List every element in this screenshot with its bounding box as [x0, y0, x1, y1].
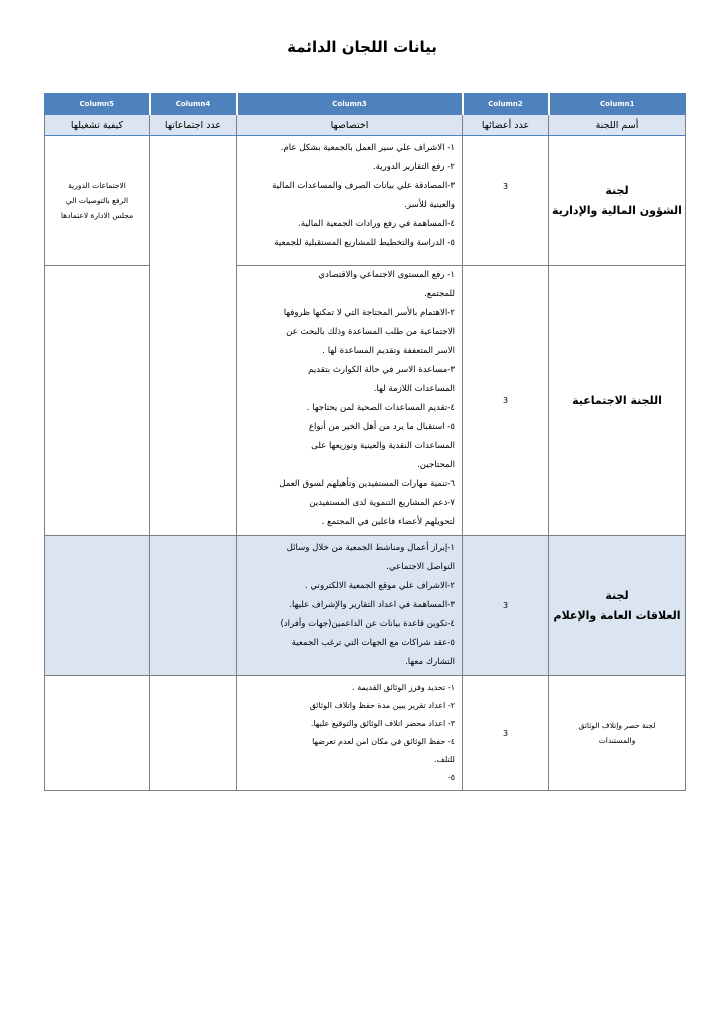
page-title: بيانات اللجان الدائمة [287, 38, 437, 56]
header-tasks: اختصاصها [237, 115, 463, 136]
list-item: ٣-المصادقة علي بيانات الصرف والمساعدات المالية [272, 181, 455, 191]
list-item: ٦-تنمية مهارات المستفيدين وتأهيلهم لسوق العمل [279, 479, 455, 489]
list-item: ٤-تكوين قاعدة بيانات عن الداعمين(جهات وأفراد) [280, 619, 455, 629]
operation-text: الاجتماعات الدورية [68, 181, 126, 190]
committee-name-cell [549, 676, 686, 791]
header-row [45, 115, 686, 136]
tasks-cell [237, 136, 463, 266]
tasks-list [243, 266, 455, 532]
list-item: للمجتمع. [424, 289, 455, 299]
operation-text: مجلس الادارة لاعتمادها [60, 211, 134, 220]
list-item: ٣- اعداد محضر اتلاف الوثائق والتوقيع عليها. [310, 719, 455, 728]
committees-table [44, 93, 686, 791]
operation-cell [45, 676, 150, 791]
committee-name: لجنة حصر وإتلاف الوثائق [578, 721, 656, 730]
tasks-list [243, 679, 455, 787]
list-item: والعينية للأسر. [404, 200, 455, 210]
committee-name: العلاقات العامة والإعلام [553, 608, 681, 622]
list-item: ٥-عقد شراكات مع الجهات التي ترغب الجمعية [291, 638, 455, 648]
list-item: ٢-الاهتمام بالأسر المحتاجة التي لا تمكنها ظروفها [283, 308, 455, 318]
tasks-cell [237, 536, 463, 676]
header-meetings: عدد اجتماعاتها [150, 115, 237, 136]
tasks-cell [237, 266, 463, 536]
table-row [45, 266, 686, 536]
table-row [45, 536, 686, 676]
list-item: ٤-المساهمة في رفع ورادات الجمعية المالية. [298, 219, 455, 229]
column-label-row [45, 94, 686, 115]
list-item: ٧-دعم المشاريع التنموية لدى المستفيدين [309, 498, 455, 508]
list-item: ٥- [447, 773, 455, 782]
operation-text: الرفع بالتوصيات الي [65, 196, 129, 205]
committee-name-cell [549, 536, 686, 676]
list-item: المساعدات النقدية والعينية وتوزيعها على [311, 441, 455, 451]
list-item: ٥- استقبال ما يرد من أهل الخير من أنواع [308, 422, 455, 432]
operation-cell [45, 266, 150, 536]
list-item: ٤- حفظ الوثائق في مكان امن لعدم تعرضها [312, 737, 455, 746]
header-operation: كيفية تشغيلها [45, 115, 150, 136]
committee-name-cell [549, 136, 686, 266]
meetings-cell [150, 136, 237, 536]
members-count: 3 [463, 676, 549, 791]
committee-name: والمستندات [598, 736, 636, 745]
list-item: ٢-الاشراف علي موقع الجمعية الالكتروني . [304, 581, 455, 591]
list-item: ٢- رفع التقارير الدورية. [372, 162, 455, 172]
list-item: التشارك معها. [405, 657, 455, 667]
members-count: 3 [463, 536, 549, 676]
header-committee-name: أسم اللجنة [549, 115, 686, 136]
list-item: ٢- اعداد تقرير يبين مدة حفظ واتلاف الوثائق [309, 701, 455, 710]
list-item: ١- رفع المستوى الاجتماعي والاقتصادي [318, 270, 455, 280]
operation-cell [45, 536, 150, 676]
header-members: عدد أعضائها [463, 115, 549, 136]
tasks-list [243, 539, 455, 672]
list-item: ١-إبراز أعمال ومناشط الجمعية من خلال وسائل [286, 543, 455, 553]
list-item: المحتاجين. [417, 460, 455, 470]
column-label: Column1 [549, 94, 686, 115]
column-label: Column3 [237, 94, 463, 115]
column-label: Column5 [45, 94, 150, 115]
members-count: 3 [463, 266, 549, 536]
table-row [45, 136, 686, 266]
list-item: ٣-مساعدة الاسر في حالة الكوارث بتقديم [308, 365, 455, 375]
column-label: Column4 [150, 94, 237, 115]
list-item: ٥- الدراسة والتخطيط للمشاريع المستقبلية للجمعية [274, 238, 455, 248]
list-item: ١- الاشراف علي سير العمل بالجمعية بشكل عام. [280, 143, 455, 153]
meetings-cell [150, 676, 237, 791]
meetings-cell [150, 536, 237, 676]
list-item: الاسر المتعففة وتقديم المساعدة لها . [322, 346, 455, 356]
column-label: Column2 [463, 94, 549, 115]
committee-name: لجنة [605, 588, 629, 602]
tasks-cell [237, 676, 463, 791]
committee-name: الشؤون المالية والإدارية [552, 203, 682, 217]
list-item: ١- تحديد وفرز الوثائق القديمة . [352, 683, 455, 692]
committee-name: لجنة [605, 183, 629, 197]
committee-name: اللجنة الاجتماعية [572, 393, 662, 407]
table-row [45, 676, 686, 791]
list-item: التواصل الاجتماعي. [386, 562, 455, 572]
members-count: 3 [463, 136, 549, 266]
list-item: للتلف. [434, 755, 455, 764]
list-item: لتحويلهم لأعضاء فاعلين في المجتمع . [321, 517, 455, 527]
list-item: المساعدات اللازمة لها. [373, 384, 455, 394]
tasks-list [243, 139, 455, 253]
operation-cell [45, 136, 150, 266]
committee-name-cell [549, 266, 686, 536]
list-item: الاجتماعية من طلب المساعدة وذلك بالبحث عن [286, 327, 455, 337]
list-item: ٣-المساهمة في اعداد التقارير والإشراف عليها. [289, 600, 455, 610]
list-item: ٤-تقديم المساعدات الصحية لمن يحتاجها . [306, 403, 455, 413]
